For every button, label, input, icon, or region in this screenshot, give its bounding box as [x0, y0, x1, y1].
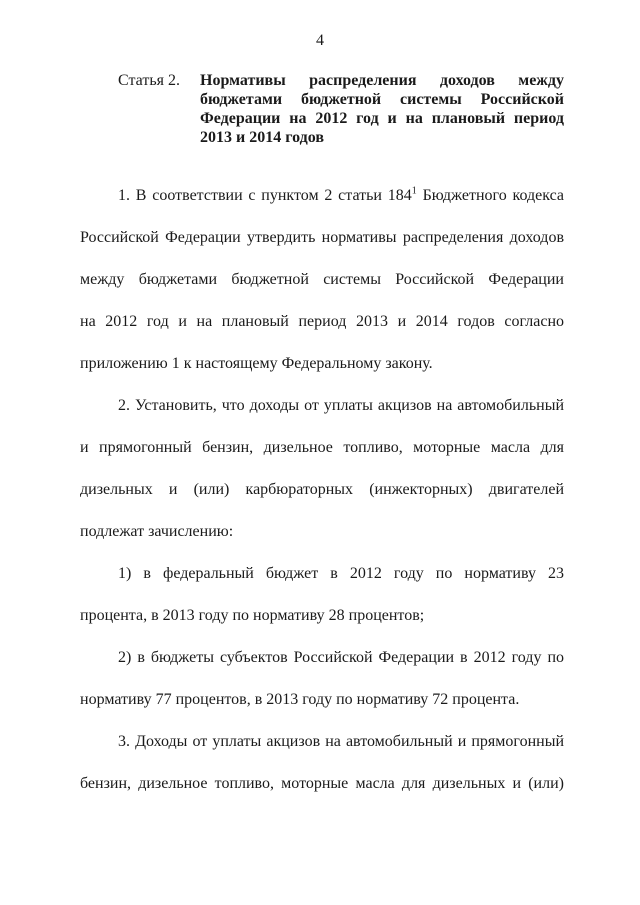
article-title-line: бюджетами бюджетной системы Российской	[200, 91, 564, 108]
subitem-1-line: 1) в федеральный бюджет в 2012 году по нормативу 23	[118, 565, 564, 582]
subitem-2-line: нормативу 77 процентов, в 2013 году по нормативу 72 процента.	[80, 691, 520, 708]
article-title-line: Федерации на 2012 год и на плановый период	[200, 110, 564, 127]
article-label: Статья 2.	[118, 72, 180, 89]
subitem-2-line: 2) в бюджеты субъектов Российской Федерации в 2012 году по	[118, 649, 564, 666]
paragraph-1-line: между бюджетами бюджетной системы Российской Федерации	[80, 271, 564, 288]
paragraph-3-line: 3. Доходы от уплаты акцизов на автомобильный и прямогонный	[118, 733, 564, 750]
paragraph-2-line: 2. Установить, что доходы от уплаты акцизов на автомобильный	[118, 397, 564, 414]
paragraph-2-line: дизельных и (или) карбюраторных (инжекторных) двигателей	[80, 481, 564, 498]
text-run: Бюджетного кодекса	[416, 187, 564, 204]
paragraph-3-line: бензин, дизельное топливо, моторные масла для дизельных и (или)	[80, 775, 564, 792]
superscript: 1	[411, 185, 417, 197]
paragraph-2-line: и прямогонный бензин, дизельное топливо, моторные масла для	[80, 439, 564, 456]
paragraph-1-line: на 2012 год и на плановый период 2013 и 2014 годов согласно	[80, 313, 564, 330]
article-body	[80, 186, 564, 816]
article-title-line: 2013 и 2014 годов	[200, 129, 324, 146]
text-run: 1. В соответствии с пунктом 2 статьи 184	[118, 187, 412, 204]
article-title	[200, 71, 564, 147]
page-number: 4	[316, 32, 324, 49]
article-title-line: Нормативы распределения доходов между	[200, 72, 564, 89]
paragraph-1-line: Российской Федерации утвердить нормативы распределения доходов	[80, 229, 564, 246]
paragraph-1-line	[80, 186, 564, 228]
paragraph-1-line: приложению 1 к настоящему Федеральному закону.	[80, 355, 433, 372]
subitem-1-line: процента, в 2013 году по нормативу 28 процентов;	[80, 607, 425, 624]
paragraph-2-line: подлежат зачислению:	[80, 523, 234, 540]
